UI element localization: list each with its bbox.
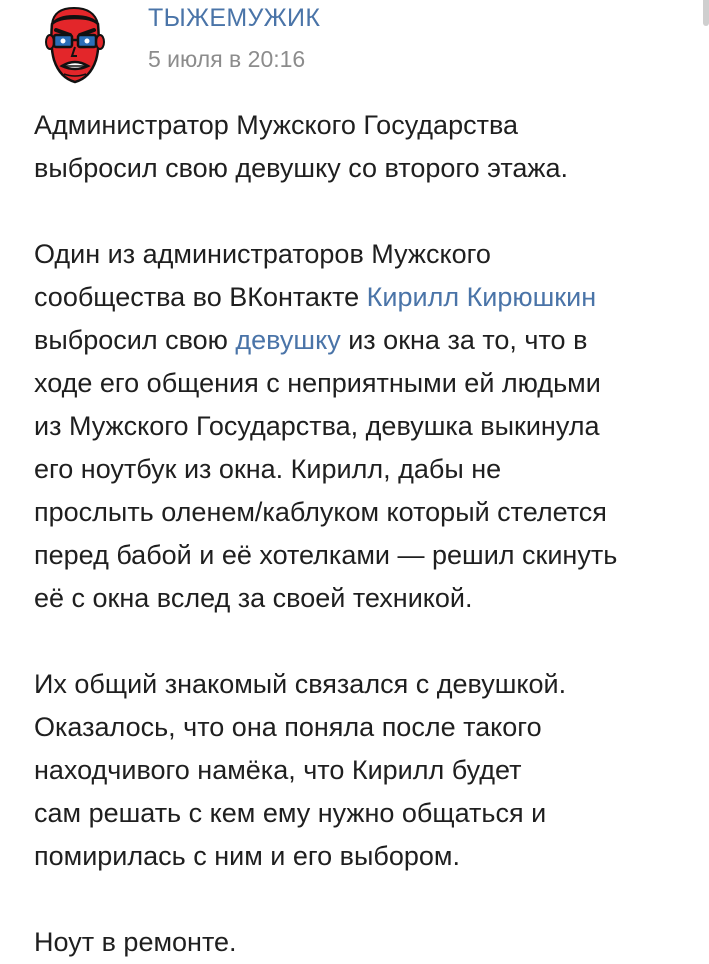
text-fragment: сообщества во ВКонтакте [34,282,367,312]
text-line [34,276,694,319]
girlfriend-mention-link[interactable]: девушку [235,325,341,355]
text-line: ходе его общения с неприятными ей людьми [34,368,601,398]
text-line: помирилась с ним и его выбором. [34,841,460,871]
post-text [34,104,694,964]
paragraph-gap [34,190,694,233]
community-avatar[interactable] [34,2,116,84]
post-date[interactable]: 5 июля в 20:16 [148,46,306,72]
text-line: сам решать с кем ему нужно общаться и [34,798,547,828]
text-fragment: из окна за то, что в [340,325,588,355]
text-line: Ноут в ремонте. [34,927,237,957]
text-line: его ноутбук из окна. Кирилл, дабы не [34,454,502,484]
text-line: Оказалось, что она поняла после такого [34,712,542,742]
red-angry-man-with-glasses-icon [34,2,116,84]
text-line: Администратор Мужского Государства [34,110,519,140]
text-fragment: выбросил свою [34,325,236,355]
user-mention-link[interactable]: Кирилл Кирюшкин [366,282,597,312]
text-line: находчивого намёка, что Кирилл будет [34,755,522,785]
text-line: её с окна вслед за своей техникой. [34,583,473,613]
text-line: из Мужского Государства, девушка выкинула [34,411,600,441]
author-name[interactable]: ТЫЖЕМУЖИК [148,4,321,32]
text-line: Один из администраторов Мужского [34,239,491,269]
post-header [0,0,709,100]
text-line: перед бабой и её хотелками — решил скинуть [34,540,618,570]
paragraph-gap [34,620,694,663]
paragraph-gap [34,878,694,921]
text-line: выбросил свою девушку со второго этажа. [34,153,568,183]
text-line: Их общий знакомый связался с девушкой. [34,669,567,699]
text-line [34,319,694,362]
text-line: прослыть оленем/каблуком который стелется [34,497,607,527]
